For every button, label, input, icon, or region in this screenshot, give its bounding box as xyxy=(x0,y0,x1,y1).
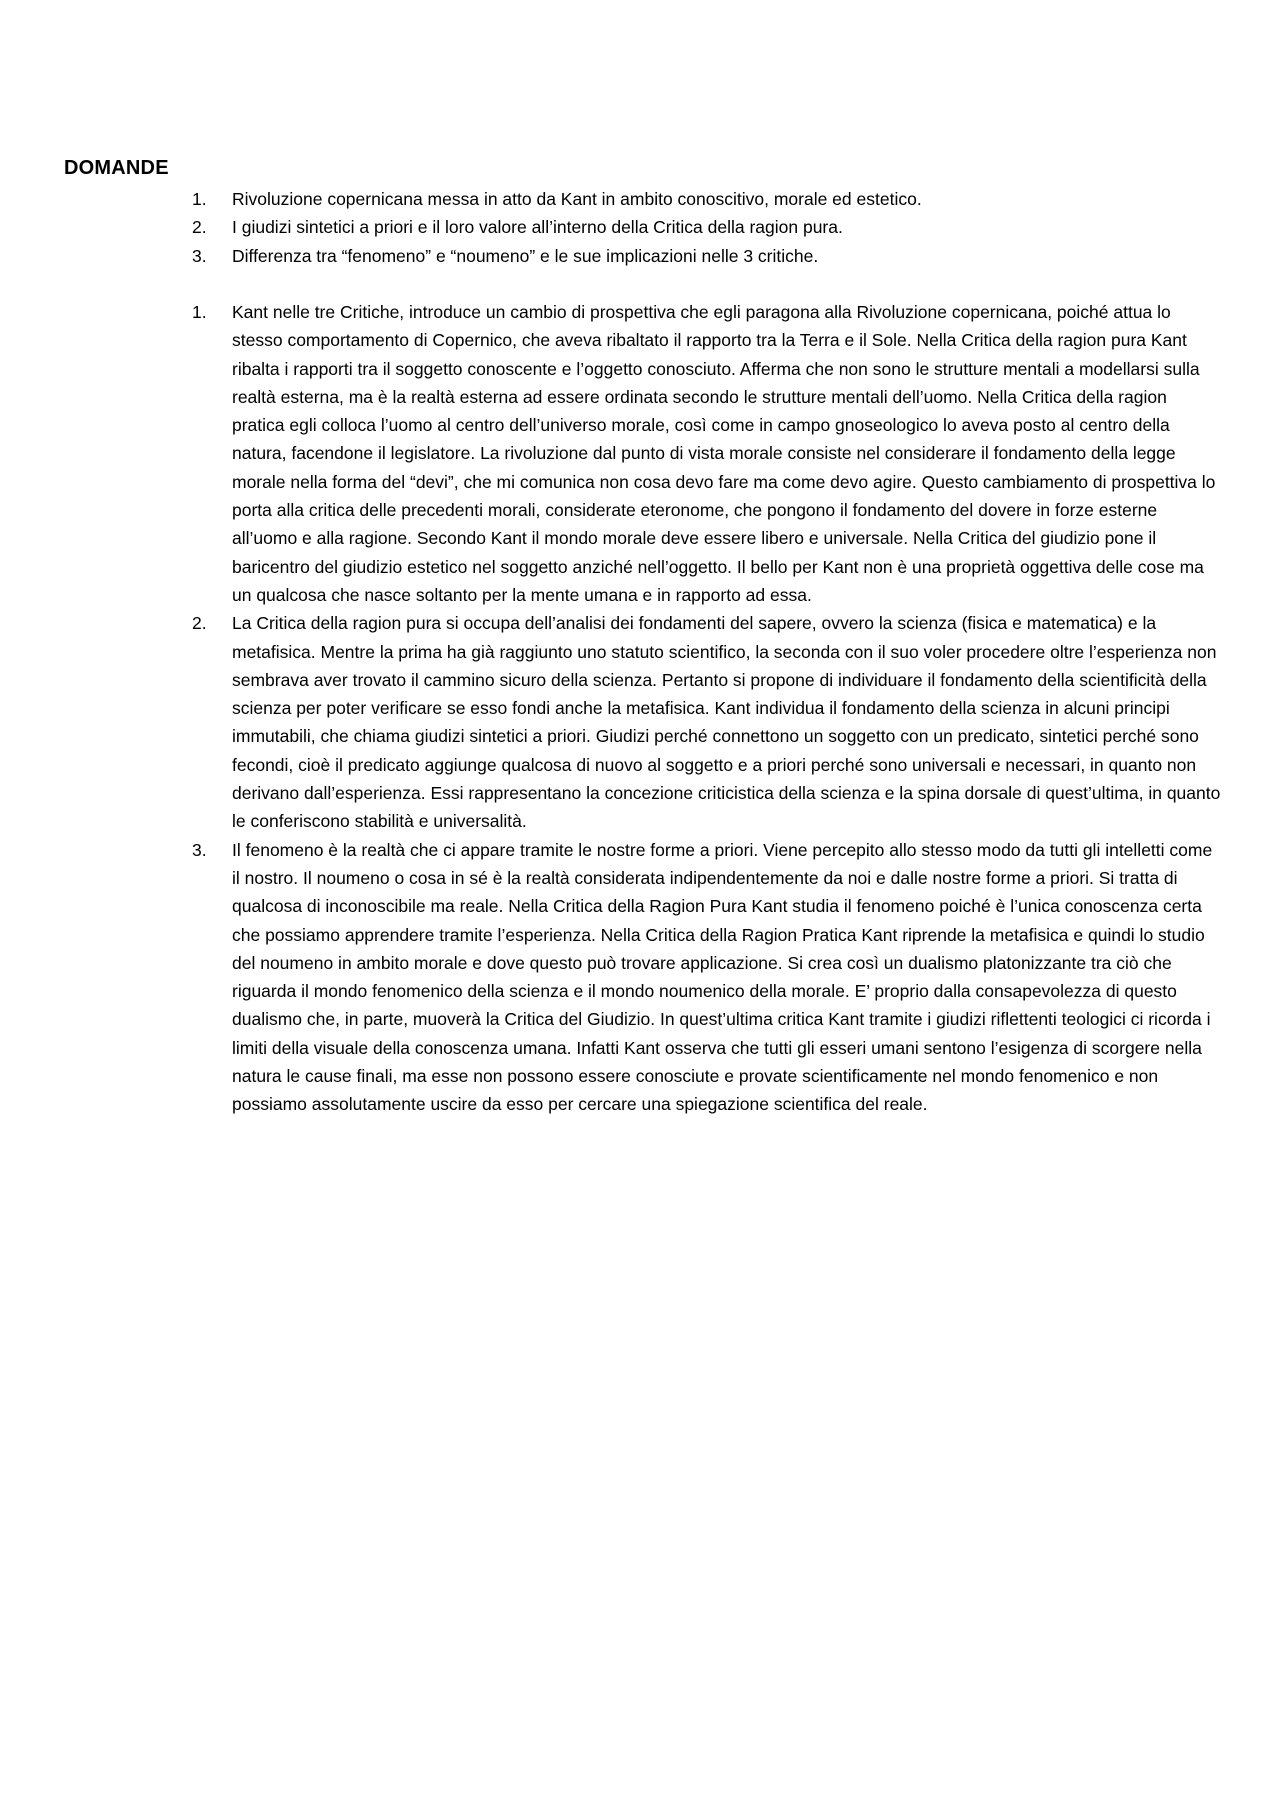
answer-text: Il fenomeno è la realtà che ci appare tramite le nostre forme a priori. Viene percepito allo stesso modo da tutti gli intelletti come il nostro. Il noumeno o cosa in sé è la realtà considerata indipendentemente da noi e dalle nostre forme a priori. Si tratta di qualcosa di inconoscibile ma reale. Nella Critica della Ragion Pura Kant studia il fenomeno poiché è l’unica conoscenza certa che possiamo apprendere tramite l’esperienza. Nella Critica della Ragion Pratica Kant riprende la metafisica e quindi lo studio del noumeno in ambito morale e dove questo può trovare applicazione. Si crea così un dualismo platonizzante tra ciò che riguarda il mondo fenomenico della scienza e il mondo noumenico della morale. E’ proprio dalla consapevolezza di questo dualismo che, in parte, muoverà la Critica del Giudizio. In quest’ultima critica Kant tramite i giudizi riflettenti teologici ci ricorda i limiti della visuale della conoscenza umana. Infatti Kant osserva che tutti gli esseri umani sentono l’esigenza di scorgere nella natura le cause finali, ma esse non possono essere conosciute e provate scientificamente nel mondo fenomenico e non possiamo assolutamente uscire da esso per cercare una spiegazione scientifica del reale. xyxy=(232,839,1213,1115)
question-item xyxy=(0,185,1280,213)
question-text: I giudizi sintetici a priori e il loro valore all’interno della Critica della ragion pura. xyxy=(232,217,843,238)
question-number: 2. xyxy=(192,217,207,238)
answer-item xyxy=(0,298,1280,609)
answer-number: 1. xyxy=(192,302,207,322)
question-item xyxy=(0,213,1280,241)
answer-item xyxy=(0,836,1280,1119)
questions-list xyxy=(0,185,1280,270)
answers-list xyxy=(0,298,1280,1119)
answer-number: 2. xyxy=(192,613,207,634)
section-heading: DOMANDE xyxy=(64,157,169,179)
question-number: 1. xyxy=(192,189,207,209)
question-number: 3. xyxy=(192,245,207,266)
question-item xyxy=(0,242,1280,270)
answer-number: 3. xyxy=(192,839,207,860)
answer-item xyxy=(0,609,1280,835)
answer-text: Kant nelle tre Critiche, introduce un cambio di prospettiva che egli paragona alla Rivoluzione copernicana, poiché attua lo stesso comportamento di Copernico, che aveva ribaltato il rapporto tra la Terra e il Sole. Nella Critica della ragion pura Kant ribalta i rapporti tra il soggetto conoscente e l’oggetto conosciuto. Afferma che non sono le strutture mentali a modellarsi sulla realtà esterna, ma è la realtà esterna ad essere ordinata secondo le strutture mentali dell’uomo. Nella Critica della ragion pratica egli colloca l’uomo al centro dell’universo morale, così come in campo gnoseologico lo aveva posto al centro della natura, facendone il legislatore. La rivoluzione dal punto di vista morale consiste nel considerare il fondamento della legge morale nella forma del “devi”, che mi comunica non cosa devo fare ma come devo agire. Questo cambiamento di prospettiva lo porta alla critica delle precedenti morali, considerate eteronome, che pongono il fondamento del dovere in forze esterne all’uomo e alla ragione. Secondo Kant il mondo morale deve essere libero e universale. Nella Critica del giudizio pone il baricentro del giudizio estetico nel soggetto anziché nell’oggetto. Il bello per Kant non è una proprietà oggettiva delle cose ma un qualcosa che nasce soltanto per la mente umana e in rapporto ad essa. xyxy=(232,302,1216,605)
question-text: Differenza tra “fenomeno” e “noumeno” e le sue implicazioni nelle 3 critiche. xyxy=(232,245,819,266)
question-text: Rivoluzione copernicana messa in atto da Kant in ambito conoscitivo, morale ed estetico. xyxy=(232,189,922,209)
answer-text: La Critica della ragion pura si occupa dell’analisi dei fondamenti del sapere, ovvero la scienza (fisica e matematica) e la metafisica. Mentre la prima ha già raggiunto uno statuto scientifico, la seconda con il suo voler procedere oltre l’esperienza non sembrava aver trovato il cammino sicuro della scienza. Pertanto si propone di individuare il fondamento della scientificità della scienza per poter verificare se esso fondi anche la metafisica. Kant individua il fondamento della scienza in alcuni principi immutabili, che chiama giudizi sintetici a priori. Giudizi perché connettono un soggetto con un predicato, sintetici perché sono fecondi, cioè il predicato aggiunge qualcosa di nuovo al soggetto e a priori perché sono universali e necessari, in quanto non derivano dall’esperienza. Essi rappresentano la concezione criticistica della scienza e la spina dorsale di quest’ultima, in quanto le conferiscono stabilità e universalità. xyxy=(232,613,1221,832)
